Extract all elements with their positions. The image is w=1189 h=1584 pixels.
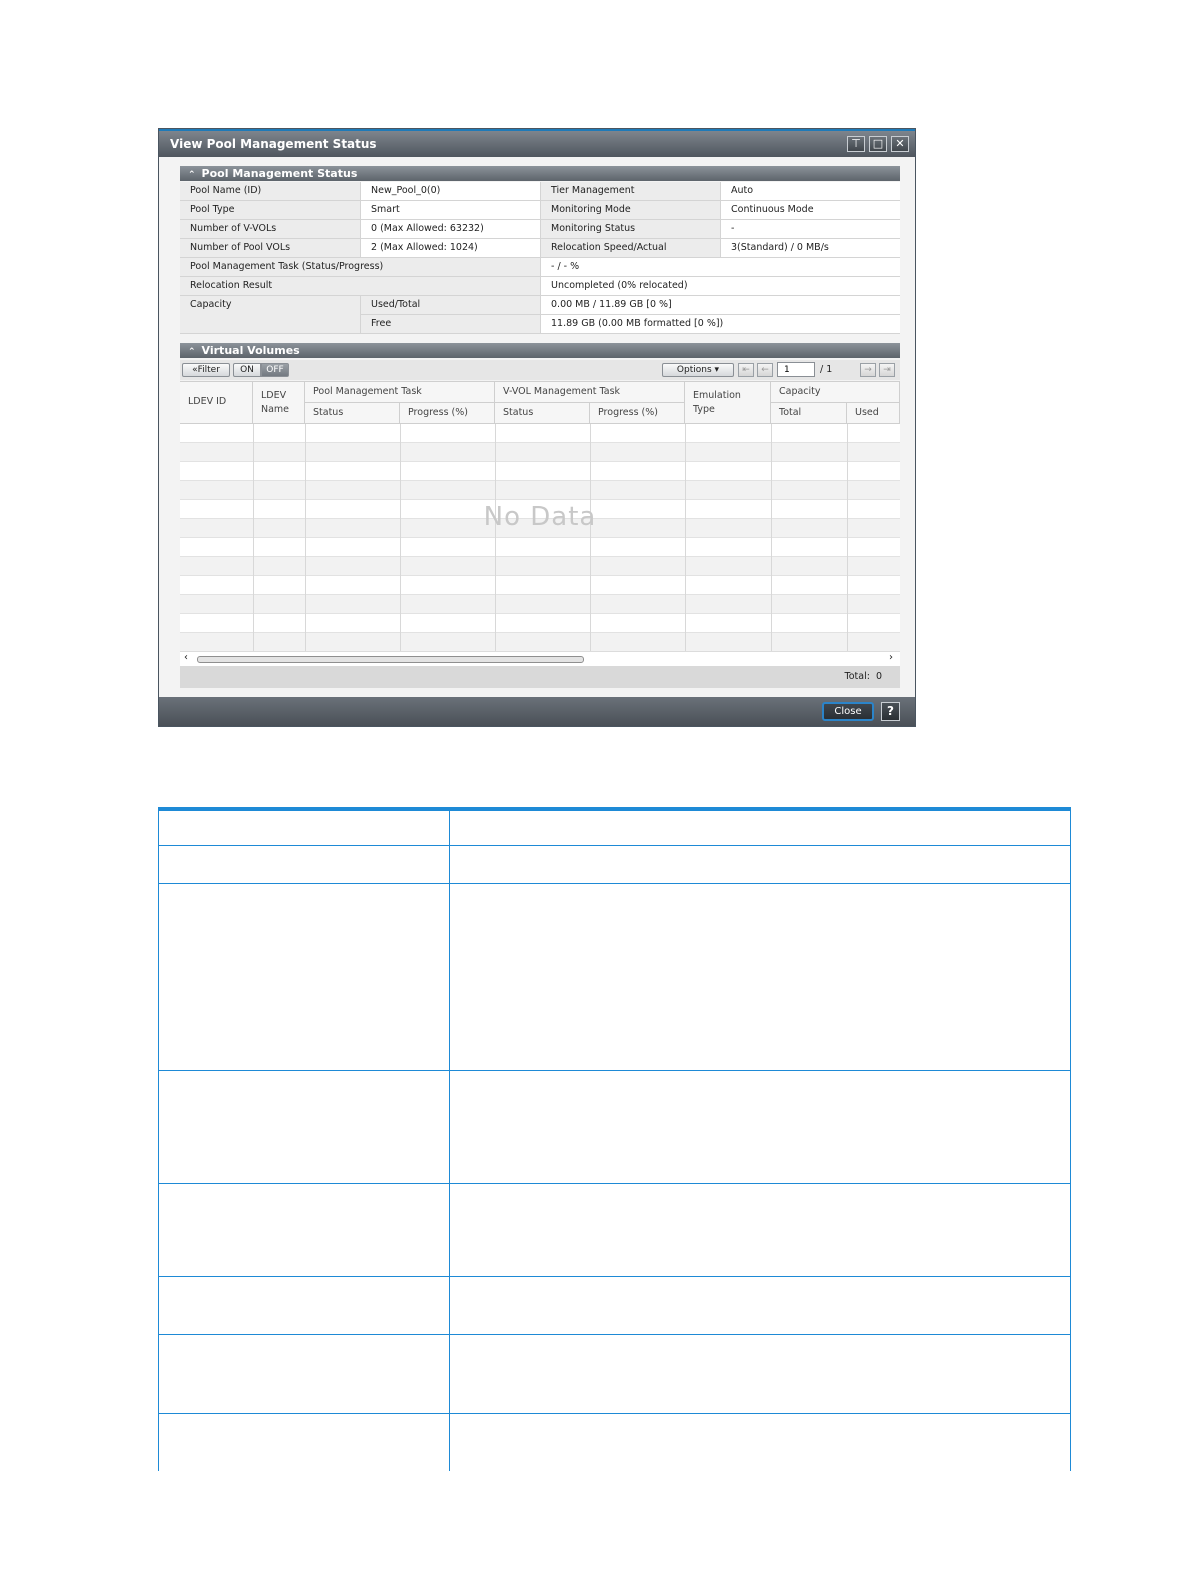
pool-status-grid [180,182,900,335]
total-count [845,671,882,682]
next-page-icon[interactable]: → [860,363,876,377]
pool-type-value: Smart [360,201,540,220]
col-capacity-used[interactable]: Used [847,403,900,424]
scroll-left-icon[interactable]: ‹ [184,652,188,663]
number-of-vvols-label: Number of V-VOLs [180,220,360,239]
tier-management-value: Auto [720,182,900,201]
virtual-volumes-header[interactable] [180,343,900,358]
collapse-chevron-icon[interactable]: ⌃ [188,170,196,180]
table-row [180,633,900,652]
col-ldev-id[interactable]: LDEV ID [180,382,253,424]
first-page-icon[interactable]: ⇤ [738,363,754,377]
col-ldev-name[interactable] [253,382,305,424]
col-pool-task-status[interactable]: Status [305,403,400,424]
prev-page-icon[interactable]: ← [757,363,773,377]
capacity-label: Capacity [180,296,360,334]
table-row [180,538,900,557]
dialog-footer [159,697,915,726]
close-button[interactable]: Close [822,702,874,721]
table-row [180,481,900,500]
relocation-speed-value: 3(Standard) / 0 MB/s [720,239,900,258]
page-total: / 1 [820,364,833,375]
last-page-icon[interactable]: ⇥ [879,363,895,377]
collapse-chevron-icon[interactable]: ⌃ [188,347,196,357]
column-divider [253,424,254,652]
dialog-title: View Pool Management Status [170,137,377,151]
table-body [180,424,900,652]
column-divider [495,424,496,652]
col-vvol-management-task: V-VOL Management Task [495,382,685,403]
view-pool-management-status-dialog [158,128,916,727]
close-icon[interactable]: ✕ [891,136,909,152]
title-bar[interactable] [159,129,915,157]
relocation-result-value: Uncompleted (0% relocated) [540,277,900,296]
monitoring-mode-value: Continuous Mode [720,201,900,220]
number-of-pool-vols-label: Number of Pool VOLs [180,239,360,258]
pool-name-value: New_Pool_0(0) [360,182,540,201]
pool-management-task-label: Pool Management Task (Status/Progress) [180,258,540,277]
options-dropdown[interactable] [662,363,734,377]
col-ldev-name-line2: Name [261,404,290,415]
filter-on-toggle[interactable]: ON [233,363,261,377]
free-label: Free [360,315,540,334]
scrollbar-thumb[interactable] [197,656,584,663]
filter-button[interactable] [182,363,230,377]
filter-label: Filter [197,365,220,375]
col-capacity: Capacity [771,382,900,403]
pool-management-task-value: - / - % [540,258,900,277]
column-divider [771,424,772,652]
virtual-volumes-table [180,381,900,652]
col-pool-task-progress[interactable]: Progress (%) [400,403,495,424]
horizontal-scrollbar[interactable] [180,651,900,666]
col-vvol-task-progress[interactable]: Progress (%) [590,403,685,424]
used-total-value: 0.00 MB / 11.89 GB [0 %] [540,296,900,315]
table-row [158,1184,1071,1277]
table-row [180,557,900,576]
column-divider [847,424,848,652]
table-row [158,846,1071,884]
table-right-rule [1070,807,1071,1471]
help-button[interactable]: ? [881,702,900,721]
double-chevron-up-icon: « [192,365,198,375]
page-number-input[interactable] [777,362,815,377]
total-label: Total: [844,671,870,682]
col-capacity-total[interactable]: Total [771,403,847,424]
column-divider [400,424,401,652]
monitoring-status-value: - [720,220,900,239]
monitoring-mode-label: Monitoring Mode [540,201,720,220]
table-header-row [158,811,1071,846]
no-data-message: No Data [483,502,597,532]
table-row [180,462,900,481]
table-left-rule [158,807,159,1471]
table-row [158,1335,1071,1414]
options-label: Options [676,365,712,375]
section-title: Pool Management Status [201,167,358,180]
pin-icon[interactable]: ⊤ [847,136,865,152]
pool-management-status-header[interactable] [180,166,900,181]
maximize-icon[interactable]: □ [869,136,887,152]
table-row [158,1071,1071,1184]
monitoring-status-label: Monitoring Status [540,220,720,239]
scroll-right-icon[interactable]: › [889,652,893,663]
table-row [158,884,1071,1071]
col-vvol-task-status[interactable]: Status [495,403,590,424]
table-row [180,443,900,462]
col-emulation-type[interactable] [685,382,771,424]
number-of-vvols-value: 0 (Max Allowed: 63232) [360,220,540,239]
col-emulation-line2: Type [693,404,715,415]
col-pool-management-task: Pool Management Task [305,382,495,403]
column-divider [305,424,306,652]
relocation-speed-label: Relocation Speed/Actual [540,239,720,258]
table-row [180,614,900,633]
table-row [180,424,900,443]
table-row [158,1277,1071,1335]
number-of-pool-vols-value: 2 (Max Allowed: 1024) [360,239,540,258]
description-table [158,807,1071,1471]
relocation-result-label: Relocation Result [180,277,540,296]
pool-type-label: Pool Type [180,201,360,220]
filter-off-toggle[interactable]: OFF [261,363,289,377]
table-row [180,576,900,595]
table-footer [180,666,900,688]
caret-down-icon: ▾ [714,365,720,375]
column-divider [590,424,591,652]
free-value: 11.89 GB (0.00 MB formatted [0 %]) [540,315,900,334]
tier-management-label: Tier Management [540,182,720,201]
total-value: 0 [875,671,882,682]
used-total-label: Used/Total [360,296,540,315]
col-emulation-line1: Emulation [693,390,741,401]
table-column-rule [449,807,450,1471]
section-title: Virtual Volumes [201,344,300,357]
col-ldev-name-line1: LDEV [261,390,287,401]
table-toolbar [180,360,900,380]
column-divider [685,424,686,652]
table-row [180,595,900,614]
pool-name-label: Pool Name (ID) [180,182,360,201]
